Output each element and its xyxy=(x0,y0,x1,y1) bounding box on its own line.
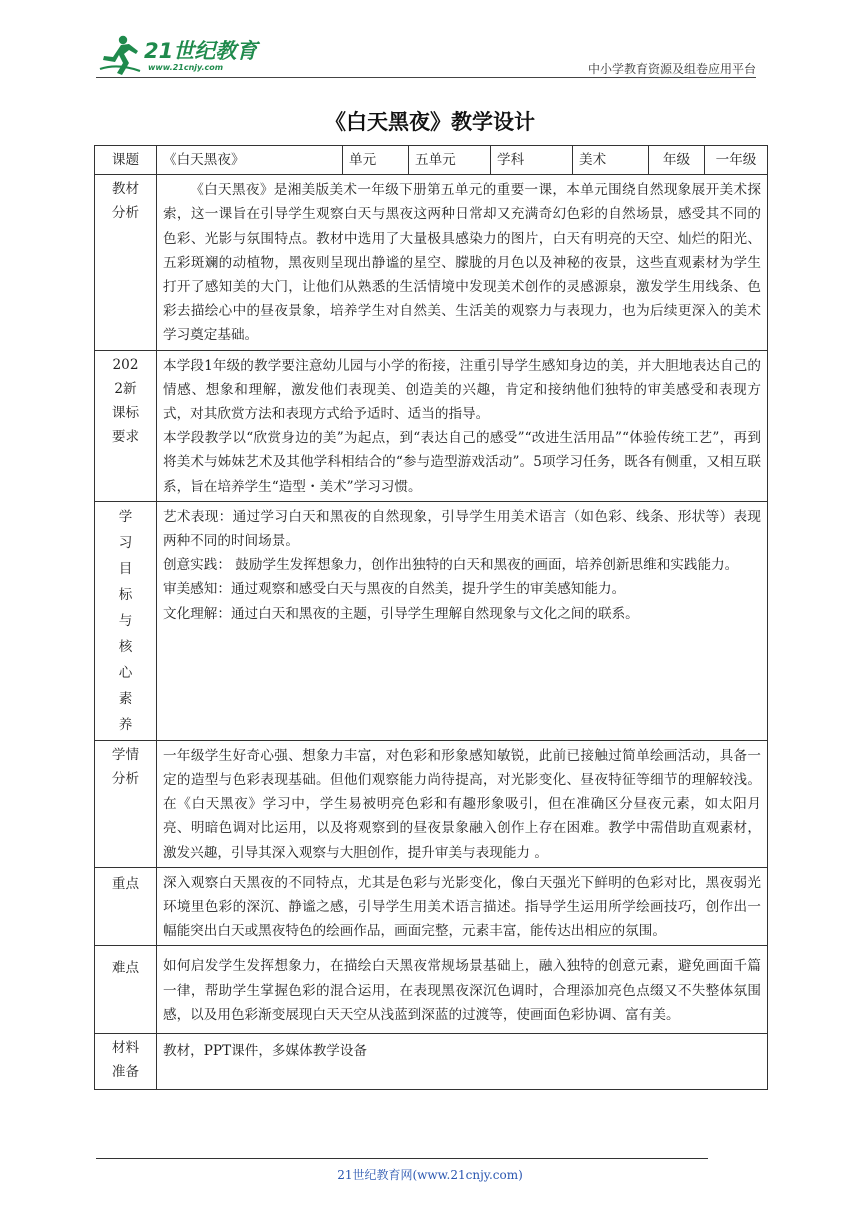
table-row xyxy=(95,946,768,1034)
footer-divider xyxy=(96,1158,708,1159)
row-content xyxy=(157,867,768,946)
row-label-text: 学习目标与核心素养 xyxy=(118,508,133,733)
grade-label: 年级 xyxy=(649,146,705,175)
row-label xyxy=(95,946,157,1034)
table-row xyxy=(95,867,768,946)
row-label xyxy=(95,175,157,350)
paragraph: 深入观察白天黑夜的不同特点，尤其是色彩与光影变化，像白天强光下鲜明的色彩对比，黑夜弱光环境里色彩的深沉、静谧之感，引导学生用美术语言描述。指导学生运用所学绘画技巧，创作出一幅能突出白天或黑夜特色的绘画作品，画面完整，元素丰富，能传达出相应的氛围。 xyxy=(163,874,761,940)
row-label-text: 2022新课标要求 xyxy=(111,356,140,446)
table-row xyxy=(95,1034,768,1090)
row-label xyxy=(95,1034,157,1090)
row-label-text: 材料准备 xyxy=(111,1040,140,1081)
lesson-plan-table xyxy=(94,145,768,1090)
table-row xyxy=(95,175,768,350)
header-divider xyxy=(96,77,756,78)
page-header xyxy=(0,0,860,80)
row-label-text: 学情分析 xyxy=(111,746,140,788)
paragraph: 文化理解：通过白天和黑夜的主题，引导学生理解自然现象与文化之间的联系。 xyxy=(163,605,639,622)
paragraph: 一年级学生好奇心强、想象力丰富，对色彩和形象感知敏锐，此前已接触过简单绘画活动，具备一定的造型与色彩表现基础。但他们观察能力尚待提高，对光影变化、昼夜特征等细节的理解较浅。在《白天黑夜》学习中，学生易被明亮色彩和有趣形象吸引，但在准确区分昼夜元素，如太阳月亮、明暗色调对比运用，以及将观察到的昼夜景象融入创作上存在困难。教学中需借助直观素材，激发兴趣，引导其深入观察与大胆创作，提升审美与表现能力 。 xyxy=(163,747,761,861)
subject-label: 学科 xyxy=(491,146,573,175)
footer-link[interactable]: 21世纪教育网(www.21cnjy.com) xyxy=(337,1168,523,1182)
paragraph: 《白天黑夜》是湘美版美术一年级下册第五单元的重要一课，本单元围绕自然现象展开美术探索，这一课旨在引导学生观察白天与黑夜这两种日常却又充满奇幻色彩的自然场景，感受其不同的色彩、光影与氛围特点。教材中选用了大量极具感染力的图片，白天有明亮的天空、灿烂的阳光、五彩斑斓的动植物，黑夜则呈现出静谧的星空、朦胧的月色以及神秘的夜景，这些直观素材为学生打开了感知美的大门，让他们从熟悉的生活情境中发现美术创作的灵感源泉，激发学生用线条、色彩去描绘心中的昼夜景象，培养学生对自然美、生活美的观察力与表现力，也为后续更深入的美术学习奠定基础。 xyxy=(163,182,761,344)
course-label: 课题 xyxy=(95,146,157,175)
row-label-text: 教材分析 xyxy=(111,181,140,222)
row-label-text: 重点 xyxy=(111,875,140,892)
row-content xyxy=(157,946,768,1034)
unit-label: 单元 xyxy=(343,146,409,175)
course-value: 《白天黑夜》 xyxy=(157,146,343,175)
paragraph: 审美感知：通过观察和感受白天与黑夜的自然美，提升学生的审美感知能力。 xyxy=(163,581,626,598)
row-label-text: 难点 xyxy=(111,960,140,977)
table-row xyxy=(95,501,768,740)
logo-url: www.21cnjy.com xyxy=(148,63,224,72)
row-content xyxy=(157,175,768,350)
paragraph: 本学段1年级的教学要注意幼儿园与小学的衔接，注重引导学生感知身边的美，并大胆地表达自己的情感、想象和理解，激发他们表现美、创造美的兴趣，肯定和接纳他们独特的审美感受和表现方式，对其欣赏方法和表现方式给予适时、适当的指导。 xyxy=(163,357,761,423)
platform-name: 中小学教育资源及组卷应用平台 xyxy=(587,62,756,76)
paragraph: 教材，PPT课件，多媒体教学设备 xyxy=(163,1043,368,1060)
row-label xyxy=(95,740,157,867)
grade-value: 一年级 xyxy=(705,146,768,175)
row-content xyxy=(157,740,768,867)
subject-value: 美术 xyxy=(573,146,649,175)
row-content xyxy=(157,350,768,501)
row-label xyxy=(95,501,157,740)
row-content xyxy=(157,1034,768,1090)
row-label xyxy=(95,867,157,946)
logo-text: 21世纪教育 xyxy=(144,39,258,63)
paragraph: 创意实践： 鼓励学生发挥想象力，创作出独特的白天和黑夜的画面，培养创新思维和实践能力。 xyxy=(163,557,739,574)
table-row xyxy=(95,350,768,501)
unit-value: 五单元 xyxy=(409,146,491,175)
paragraph: 本学段教学以“欣赏身边的美”为起点，到“表达自己的感受”“改进生活用品”“体验传统工艺”，再到将美术与姊妹艺术及其他学科相结合的“参与造型游戏活动”。5项学习任务，既各有侧重，又相互联系，旨在培养学生“造型・美术”学习习惯。 xyxy=(163,430,761,495)
runner-logo-icon xyxy=(96,33,142,79)
row-content xyxy=(157,501,768,740)
paragraph: 艺术表现：通过学习白天和黑夜的自然现象，引导学生用美术语言（如色彩、线条、形状等）表现两种不同的时间场景。 xyxy=(163,508,761,550)
table-row xyxy=(95,740,768,867)
paragraph: 如何启发学生发挥想象力，在描绘白天黑夜常规场景基础上，融入独特的创意元素，避免画面千篇一律，帮助学生掌握色彩的混合运用，在表现黑夜深沉色调时，合理添加亮色点缀又不失整体氛围感，以及用色彩渐变展现白天天空从浅蓝到深蓝的过渡等，使画面色彩协调、富有美。 xyxy=(163,958,761,1023)
site-logo[interactable] xyxy=(96,33,266,79)
row-label xyxy=(95,350,157,501)
document-title: 《白天黑夜》教学设计 xyxy=(325,110,535,134)
table-header-row xyxy=(95,146,768,175)
